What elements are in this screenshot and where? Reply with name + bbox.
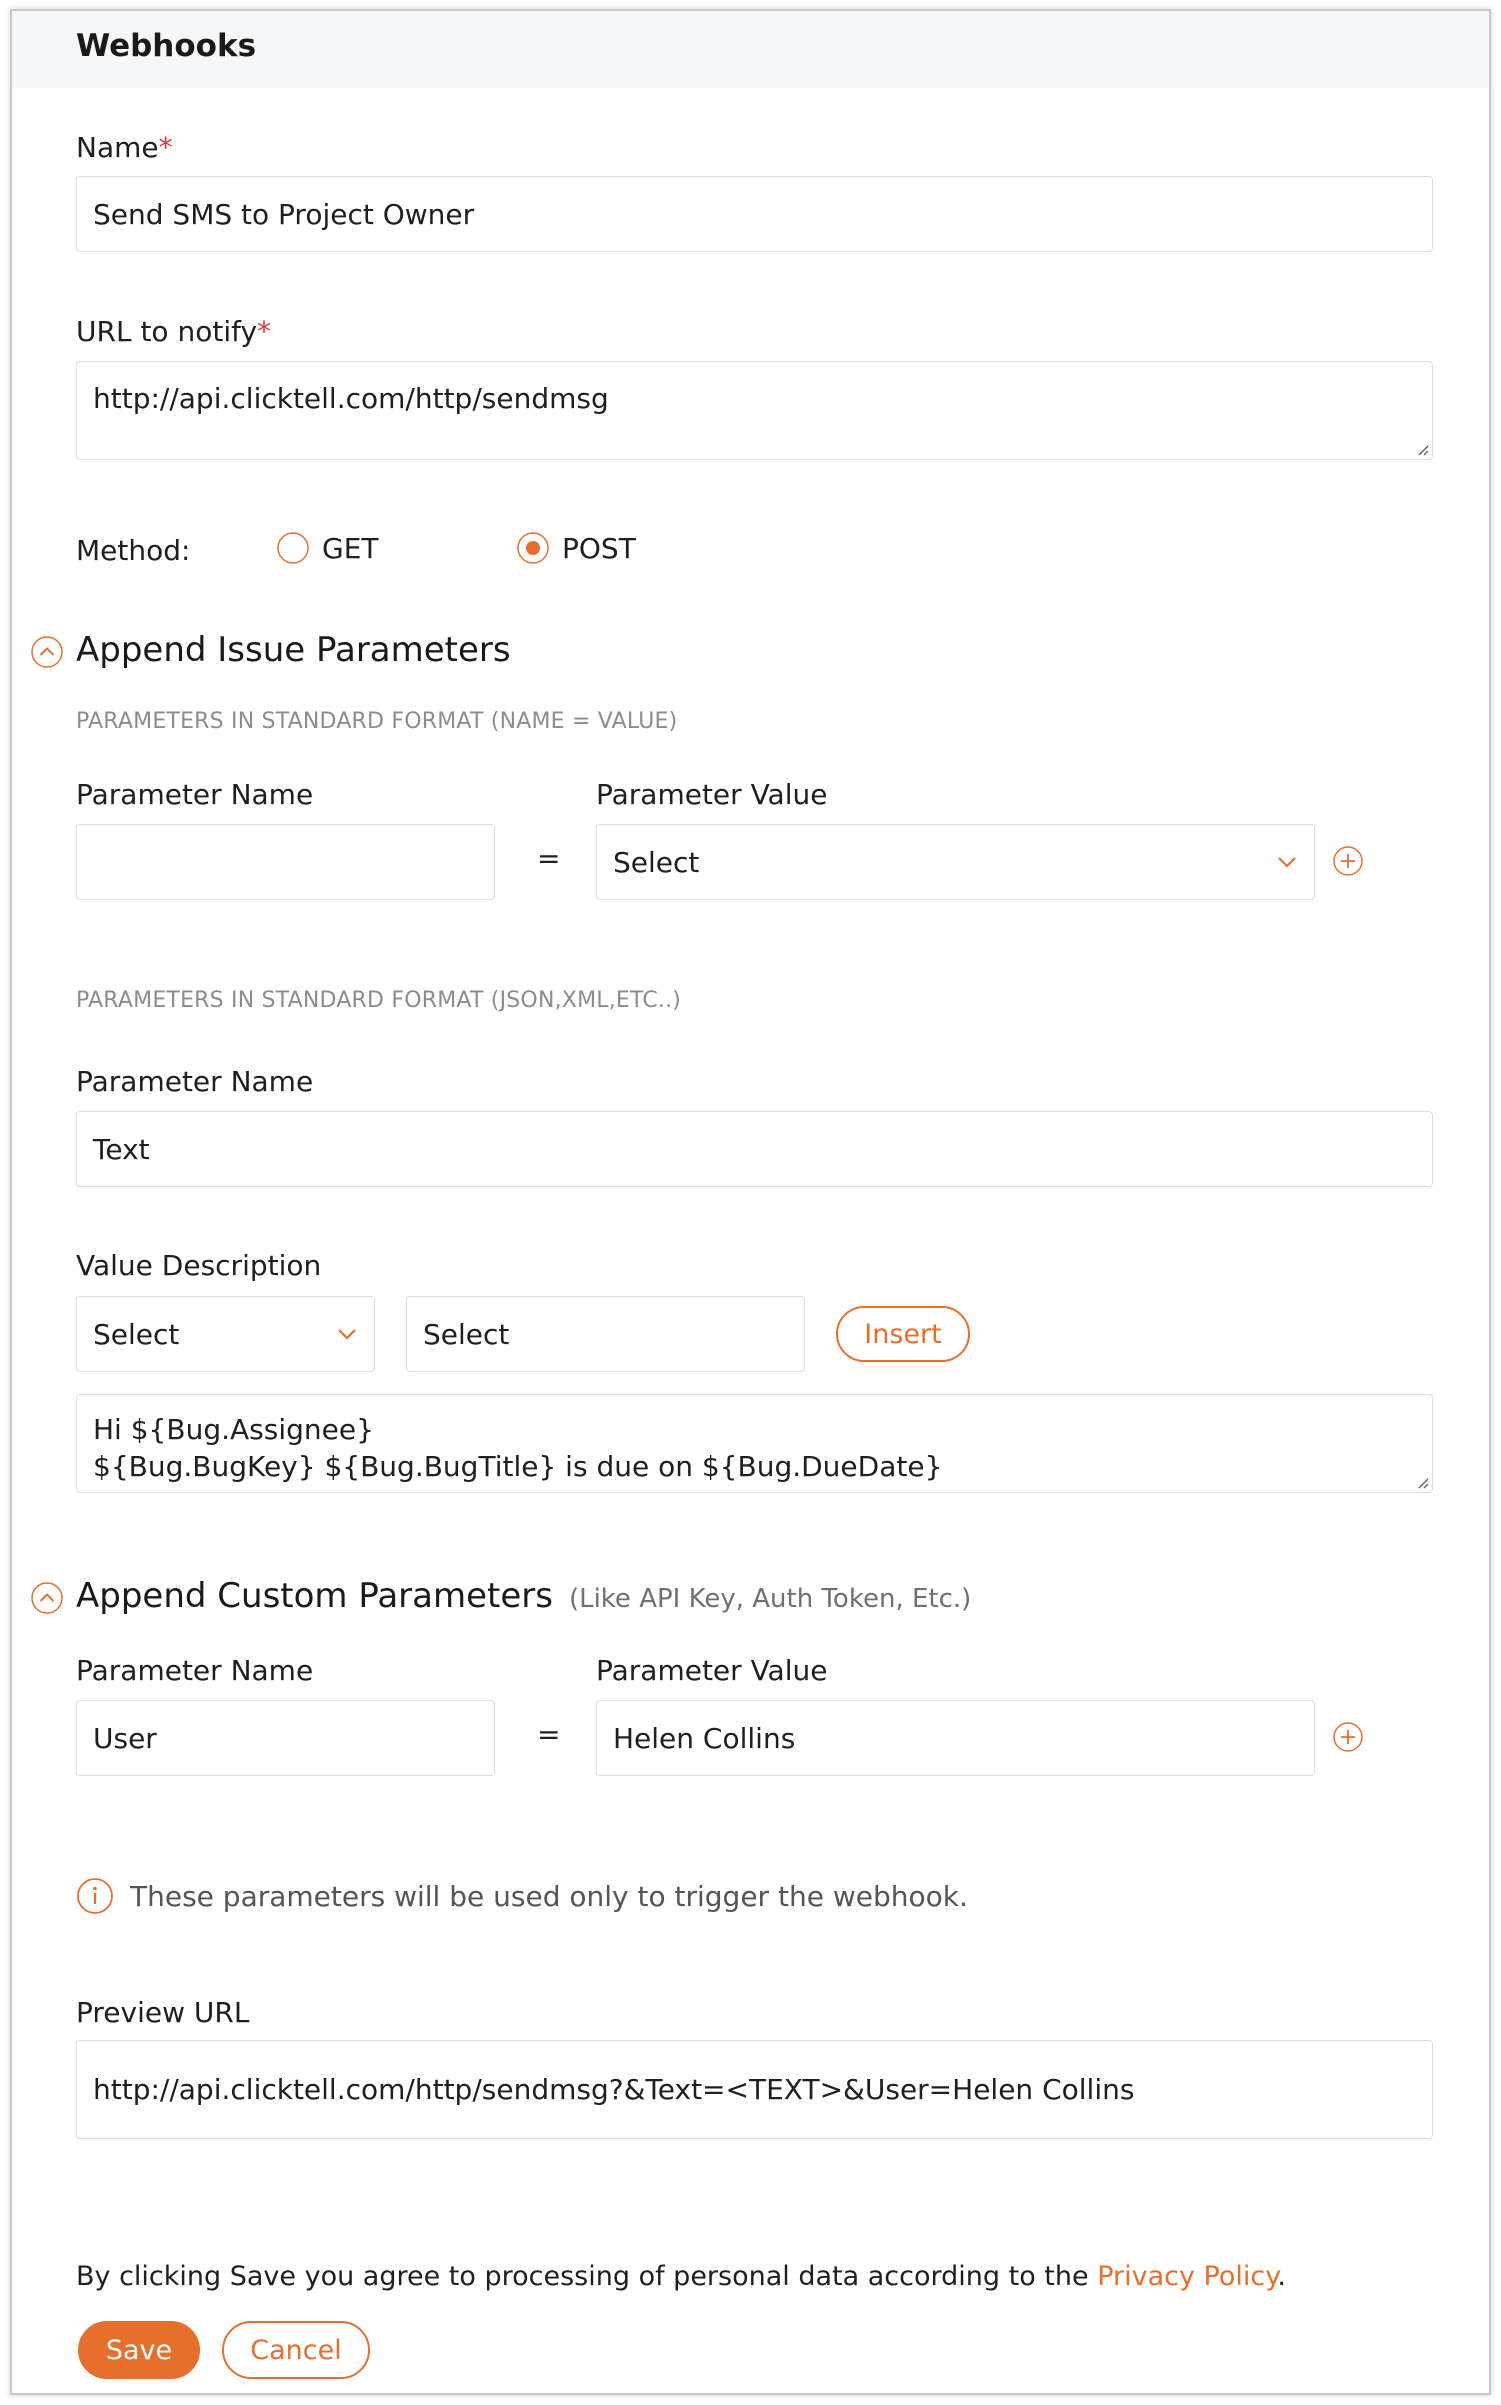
info-text: These parameters will be used only to trigger the webhook. — [130, 1879, 968, 1913]
custom-params-hint: (Like API Key, Auth Token, Etc.) — [568, 1584, 972, 1614]
resize-handle-icon[interactable] — [1417, 444, 1429, 456]
issue-param-value-select[interactable] — [596, 824, 1315, 900]
method-post-label: POST — [562, 531, 636, 565]
name-label: Name* — [76, 131, 173, 164]
value-description-textarea[interactable] — [76, 1394, 1433, 1493]
resize-handle-icon[interactable] — [1417, 1477, 1429, 1489]
collapse-chevron-up-icon[interactable] — [30, 635, 64, 669]
json-param-name-label: Parameter Name — [76, 1065, 314, 1098]
issue-param-name-label: Parameter Name — [76, 778, 314, 811]
info-icon — [76, 1877, 114, 1915]
custom-param-value-input[interactable] — [596, 1700, 1315, 1776]
custom-params-header — [76, 1576, 971, 1616]
method-radio-get[interactable] — [276, 531, 379, 565]
custom-param-name-label: Parameter Name — [76, 1654, 314, 1687]
equals-sign: = — [537, 1718, 561, 1751]
value-field-select[interactable] — [76, 1296, 375, 1372]
custom-params-title: Append Custom Parameters — [76, 1576, 553, 1616]
consent-suffix: . — [1277, 2261, 1286, 2292]
method-radio-post[interactable] — [516, 531, 636, 565]
json-param-name-value: Text — [93, 1132, 150, 1166]
name-input-value: Send SMS to Project Owner — [93, 197, 475, 231]
insert-button[interactable]: Insert — [836, 1306, 970, 1362]
consent-text — [76, 2261, 1286, 2292]
standard-format-heading: PARAMETERS IN STANDARD FORMAT (NAME = VALUE) — [76, 709, 678, 734]
equals-sign: = — [537, 842, 561, 875]
issue-param-value-label: Parameter Value — [596, 778, 828, 811]
value-field-selected: Select — [93, 1317, 180, 1351]
issue-param-value-selected: Select — [613, 845, 700, 879]
preview-url-value: http://api.clicktell.com/http/sendmsg?&Text=<TEXT>&User=Helen Collins — [93, 2073, 1135, 2106]
radio-checked-icon — [516, 531, 550, 565]
privacy-policy-link[interactable]: Privacy Policy — [1097, 2261, 1278, 2292]
page-title: Webhooks — [76, 28, 257, 64]
url-textarea[interactable] — [76, 361, 1433, 460]
value-subfield-selected: Select — [423, 1317, 510, 1351]
method-get-label: GET — [322, 531, 379, 565]
preview-url-field[interactable] — [76, 2040, 1433, 2139]
custom-param-name-value: User — [93, 1721, 157, 1755]
value-text-line-1: Hi ${Bug.Assignee} — [93, 1413, 374, 1446]
value-text-line-2: ${Bug.BugKey} ${Bug.BugTitle} is due on ${Bug.DueDate} — [93, 1450, 943, 1483]
url-textarea-value: http://api.clicktell.com/http/sendmsg — [93, 382, 609, 415]
add-custom-parameter-icon[interactable] — [1332, 1721, 1364, 1753]
json-param-name-input[interactable] — [76, 1111, 1433, 1187]
value-description-label: Value Description — [76, 1249, 322, 1282]
issue-params-title: Append Issue Parameters — [76, 630, 511, 670]
add-parameter-icon[interactable] — [1332, 845, 1364, 877]
consent-prefix: By clicking Save you agree to processing of personal data according to the — [76, 2261, 1098, 2292]
info-note — [76, 1877, 968, 1915]
custom-param-value-label: Parameter Value — [596, 1654, 828, 1687]
radio-unchecked-icon — [276, 531, 310, 565]
method-label: Method: — [76, 534, 191, 567]
chevron-down-icon — [1276, 855, 1298, 869]
value-subfield-select[interactable] — [406, 1296, 805, 1372]
save-button[interactable]: Save — [78, 2321, 200, 2379]
name-input[interactable] — [76, 176, 1433, 252]
url-label: URL to notify* — [76, 315, 272, 348]
custom-param-name-input[interactable] — [76, 1700, 495, 1776]
custom-param-value-value: Helen Collins — [613, 1721, 796, 1755]
preview-url-label: Preview URL — [76, 1996, 250, 2029]
chevron-down-icon — [336, 1327, 358, 1341]
cancel-button[interactable]: Cancel — [222, 2321, 370, 2379]
issue-param-name-input[interactable] — [76, 824, 495, 900]
webhooks-panel — [10, 9, 1491, 2395]
collapse-chevron-up-icon[interactable] — [30, 1581, 64, 1615]
json-format-heading: PARAMETERS IN STANDARD FORMAT (JSON,XML,ETC..) — [76, 988, 682, 1013]
